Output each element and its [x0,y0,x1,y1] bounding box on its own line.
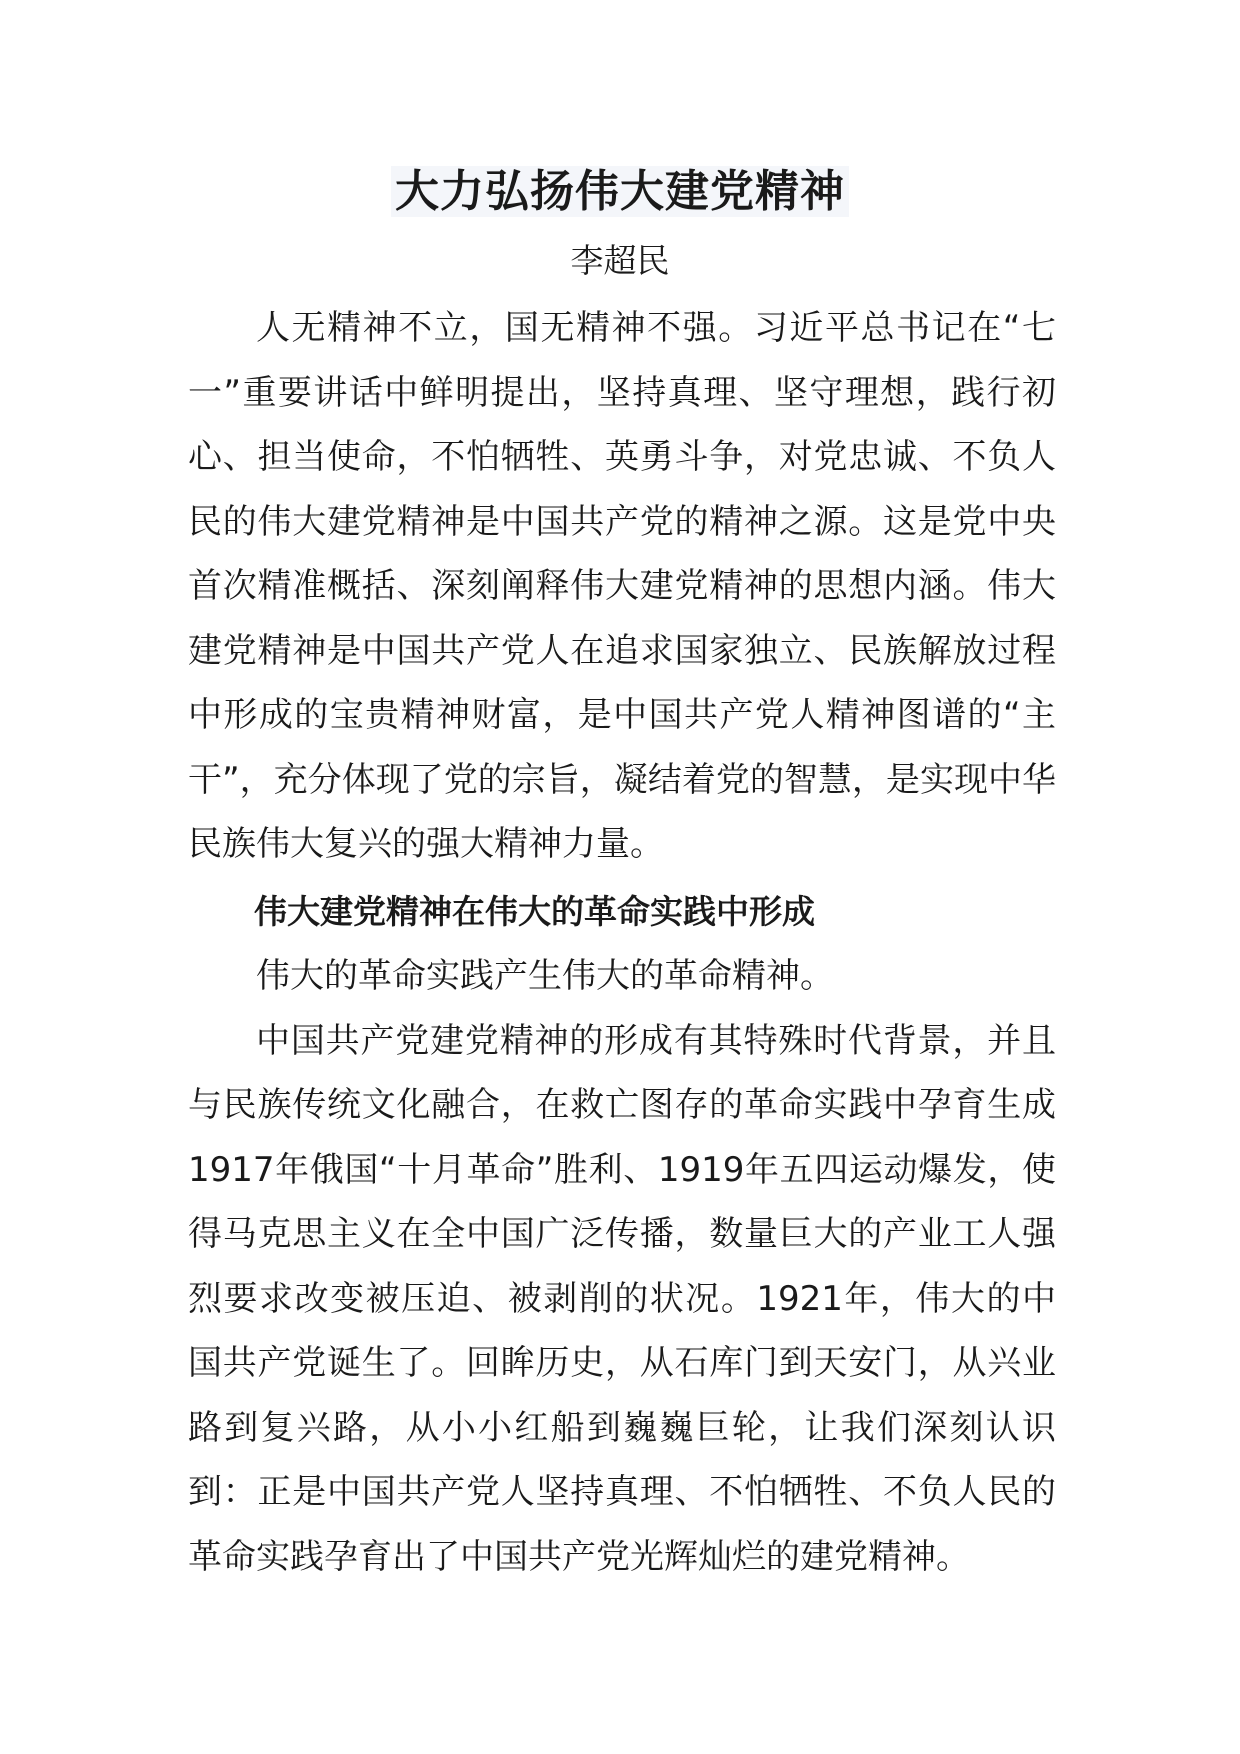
document-title-text: 大力弘扬伟大建党精神 [391,166,849,217]
intro-paragraph: 人无精神不立，国无精神不强。习近平总书记在“七一”重要讲话中鲜明提出，坚持真理、坚守理想，践行初心、担当使命，不怕牺牲、英勇斗争，对党忠诚、不负人民的伟大建党精神是中国共产党的精神之源。这是党中央首次精准概括、深刻阐释伟大建党精神的思想内涵。伟大建党精神是中国共产党人在追求国家独立、民族解放过程中形成的宝贵精神财富，是中国共产党人精神图谱的“主干”，充分体现了党的宗旨，凝结着党的智慧，是实现中华民族伟大复兴的强大精神力量。 [188,308,1056,864]
document-body [188,296,1056,1589]
section-heading: 伟大建党精神在伟大的革命实践中形成 [254,891,815,931]
section-paragraph: 伟大的革命实践产生伟大的革命精神。 [256,956,834,996]
document-author: 李超民 [570,241,670,280]
document-title [0,162,1240,222]
section-paragraph: 中国共产党建党精神的形成有其特殊时代背景，并且与民族传统文化融合，在救亡图存的革命实践中孕育生成1917年俄国“十月革命”胜利、1919年五四运动爆发，使得马克思主义在全中国广泛传播，数量巨大的产业工人强烈要求改变被压迫、被剥削的状况。1921年，伟大的中国共产党诞生了。回眸历史，从石库门到天安门，从兴业路到复兴路，从小小红船到巍巍巨轮，让我们深刻认识到：正是中国共产党人坚持真理、不怕牺牲、不负人民的革命实践孕育出了中国共产党光辉灿烂的建党精神。 [188,1020,1056,1577]
